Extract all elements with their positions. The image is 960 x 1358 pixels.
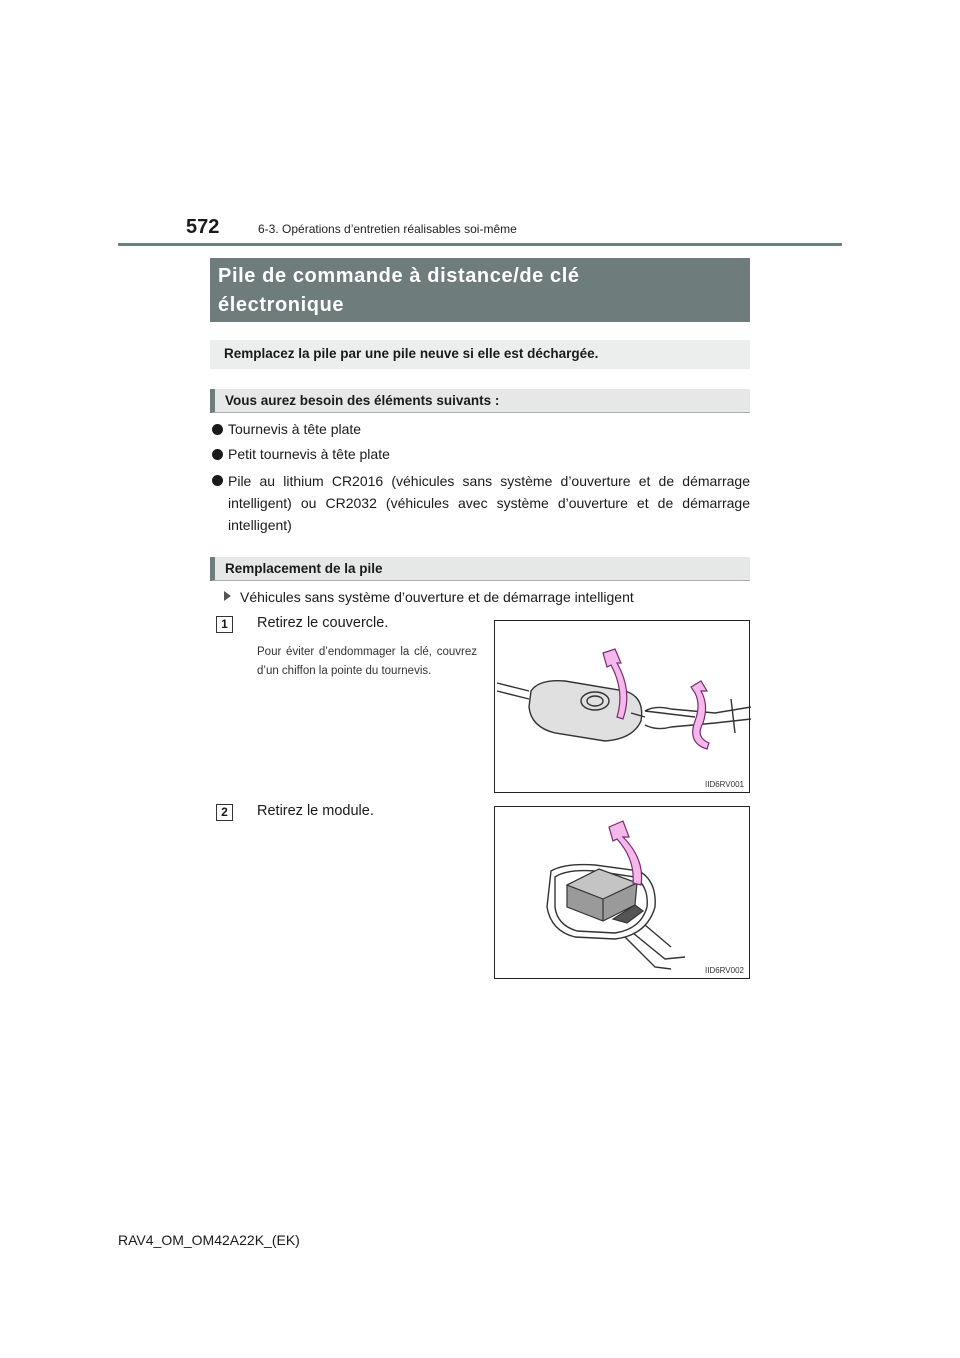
bullet-icon: [212, 424, 223, 435]
figure-code: IID6RV001: [705, 780, 744, 789]
figure-remove-module: [494, 806, 750, 979]
list-item: [212, 470, 750, 536]
intro-text: Remplacez la pile par une pile neuve si elle est déchargée.: [210, 340, 750, 369]
header-divider: [118, 243, 842, 246]
step-number-1: 1: [216, 616, 233, 633]
figure-remove-cover: [494, 620, 750, 793]
list-item: [212, 419, 750, 440]
list-item-text: Tournevis à tête plate: [228, 421, 362, 437]
replacement-heading: Remplacement de la pile: [210, 557, 750, 581]
vehicle-type-label: [224, 589, 634, 605]
list-item-text: Pile au lithium CR2016 (véhicules sans système d’ouverture et de démarrage intelligent) ou CR2032 (véhicules avec système d’ouverture et de démarrage intelligent): [228, 473, 750, 533]
step-2-text: Retirez le module.: [257, 803, 374, 819]
page-title: [210, 258, 750, 322]
key-module-illustration: [495, 807, 751, 980]
page-number: 572: [186, 216, 220, 238]
document-footer: RAV4_OM_OM42A22K_(EK): [118, 1232, 300, 1248]
key-cover-illustration: [495, 621, 751, 794]
step-number-2: 2: [216, 804, 233, 821]
step-1-text: Retirez le couvercle.: [257, 615, 389, 631]
figure-code: IID6RV002: [705, 966, 744, 975]
list-item-text: Petit tournevis à tête plate: [228, 446, 390, 462]
bullet-icon: [212, 475, 223, 486]
title-line-1: Pile de commande à distance/de clé: [218, 265, 580, 287]
tools-heading: Vous aurez besoin des éléments suivants :: [210, 389, 750, 413]
bullet-icon: [212, 449, 223, 460]
section-reference: 6-3. Opérations d’entretien réalisables soi-même: [258, 222, 517, 236]
vehicle-type-text: Véhicules sans système d’ouverture et de démarrage intelligent: [240, 589, 634, 605]
list-item: [212, 444, 750, 465]
triangle-arrow-icon: [224, 591, 231, 601]
title-line-2: électronique: [218, 294, 345, 316]
step-1-note: Pour éviter d’endommager la clé, couvrez d’un chiffon la pointe du tournevis.: [257, 646, 477, 677]
